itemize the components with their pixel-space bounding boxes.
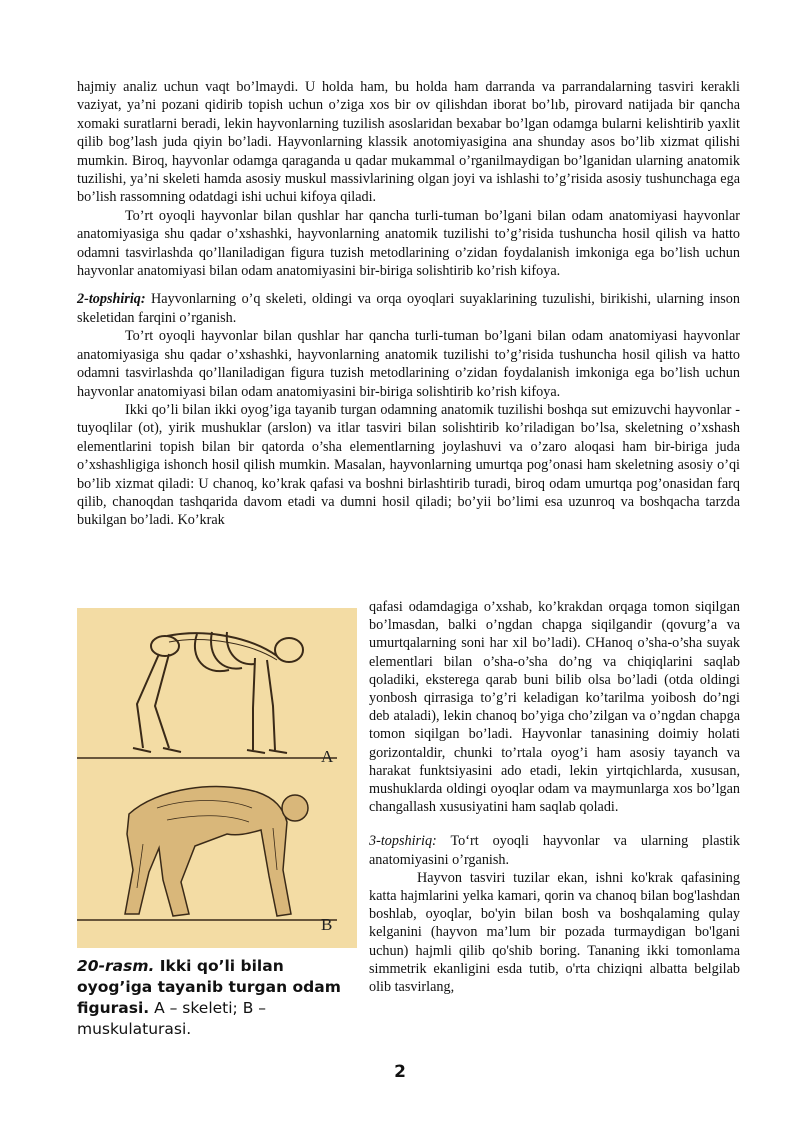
caption-title: Ikki qo’li bilan oyog’iga tayanib turgan odam figurasi. (77, 957, 341, 1017)
task-3 (369, 832, 740, 868)
main-text (77, 78, 740, 530)
task-2 (77, 290, 740, 327)
task-3-label: 3-topshiriq: (369, 833, 437, 850)
figure-caption (77, 956, 357, 1040)
paragraph-2: To’rt oyoqli hayvonlar bilan qushlar har qancha turli-tuman bo’lgani bilan odam anatomiyasi hayvonlar anatomiyasiga shu qadar o’xshashki, hayvonlarning anatomik tuzilishi to’g’risida tushuncha hosil qilish va hatto odamni tasvirlashda qo’llaniladigan figura tuzish metodlarining o’zidan foydalanish imkoniga ega bo’lish uchun hayvonlar anatomiyasi bilan odam anatomiyasini bir-biriga solishtirib ko’rish kifoya. (77, 207, 740, 280)
figure-image (77, 608, 357, 948)
paragraph-4: Ikki qo’li bilan ikki oyog’iga tayanib turgan odamning anatomik tuzilishi boshqa sut emizuvchi hayvonlar - tuyoqlilar (ot), yirik mushuklar (arslon) va itlar tasviri bilan solishtirib ko’riladigan bo’lsa, skeletning o’xshash elementlarini topish bilan bir qatorda o’sha elementlarning joylashuvi va o’zaro aloqasi ham bir-biriga juda o’xshashligiga ishonch hosil qilish mumkin. Masalan, hayvonlarning umurtqa pog’onasi ham skeletning asosiy o’qi bo’lib xizmat qiladi: U chanoq, ko’krak qafasi va boshni birlashtirib turadi, biroq odam umurtqa pog’onasidan farq qilib, chanoqdan tashqarida davom etadi va dumni hosil qiladi; bo’yii bo’limi esa uzunroq va boshqacha tarzda bukilgan bo’ladi. Ko’krak (77, 401, 740, 529)
skeleton-drawing (77, 632, 337, 758)
label-a: A (321, 747, 334, 766)
caption-number: 20-rasm. (77, 957, 155, 975)
right-column-text (369, 598, 740, 996)
paragraph-5: qafasi odamdagiga o’xshab, ko’krakdan orqaga tomon siqilgan bo’lmasdan, balki o’ngdan chapga siqilgandir (qovurg’a va umurtqalarning soni har xil bo’ladi). CHanoq o’sha-o’sha suyak elementlari bilan o’sha-o’sha do’ng va chiqiqlarini saqlab qoladiki, eksterega qarab buni bilib olsa bo’ladi (otda oldingi yonbosh qirrasiga to’g’ri keladigan ko’tarilma yoibosh do’ngi deb ataladi), lekin chanoq bo’yiga cho’zilgan va o’ngdan chapga tomon siqilgan bo’ladi. Hayvonlar tanasining doimiy holati gorizontaldir, chunki to’rtala oyog’i ham asosiy tayanch va harakat funktsiyasini ado etadi, lekin yirtqichlarda, xususan, mushuklarda oldingi oyoqlar odam va maymunlarga xos bo’lgan changallash xususiyatini ham saqlab qoladi. (369, 599, 740, 816)
paragraph-1: hajmiy analiz uchun vaqt bo’lmaydi. U holda ham, bu holda ham darranda va parrandalarning tasviri kerakli vaziyat, ya’ni pozani qidirib topish uchun o’ziga xos bir ov qilishdan iborat bo’lıb, pirovard natijada bir qancha xomaki suratlarni beradi, lekin hayvonlarning tuzilish asoslaridan bexabar bo’lgan odamga bularni kelishtirib yaxlit qilib bog’lash juda qiyin bo’ladi. Hayvonlarning klassik anotomiyasigina ana shunday asos bo’lib xizmat qilishi mumkin. Biroq, hayvonlar odamga qaraganda u qadar mukammal o’rganilmaydigan bo’lganidan ularning anatomik tuzilishi, ya’ni skeleti hamda asosiy muskul massivlarining olgan joyi va ishlashi to’g’risida asosiy tushunchaga ega bo’lish rassomning odatdagi ishi uchui kifoya qiladi. (77, 79, 740, 206)
task-3-text: To‘rt oyoqli hayvonlar va ularning plastik anatomiyasini o’rganish. (369, 833, 740, 868)
paragraph-6: Hayvon tasviri tuzilar ekan, ishni ko'krak qafasining katta hajmlarini yelka kamari, qorin va chanoq bilan bog'lashdan boshlab, oyoqlar, bo'yin bilan bosh va boshqalaming qulay kelganini (hayvon ma’lum bir pozada turmaydigan bo'lgani uchun) hajmli qilib qo'shib boring. Tananing ikki tomonlama simmetrik ekanligini esda tutib, o'rta chiziqni albatta belgilab olib tasvirlang, (369, 869, 740, 996)
label-b: B (321, 915, 333, 934)
page-number: 2 (394, 1062, 406, 1082)
musculature-drawing (77, 787, 337, 920)
paragraph-3: To’rt oyoqli hayvonlar bilan qushlar har qancha turli-tuman bo’lgani bilan odam anatomiyasi hayvonlar anatomiyasiga shu qadar o’xshashki, hayvonlarning anatomik tuzilishi to’g’risida tushuncha hosil qilish va hatto odamni tasvirlashda qo’llaniladigan figura tuzish metodlarining o’zidan foydalanish imkoniga ega bo’lish uchun hayvonlar anatomiyasi bilan odam anatomiyasini bir-biriga solishtirib ko’rish kifoya. (77, 328, 740, 400)
figure-20 (77, 608, 357, 1040)
caption-rest: A – skeleti; B – muskulaturasi. (77, 999, 267, 1038)
task-2-text: Hayvonlarning o’q skeleti, oldingi va orqa oyoqlari suyaklarining tuzulishi, birikishi, ularning inson skeletidan farqini o’rganish. (77, 291, 740, 326)
task-2-label: 2-topshiriq: (77, 291, 146, 308)
